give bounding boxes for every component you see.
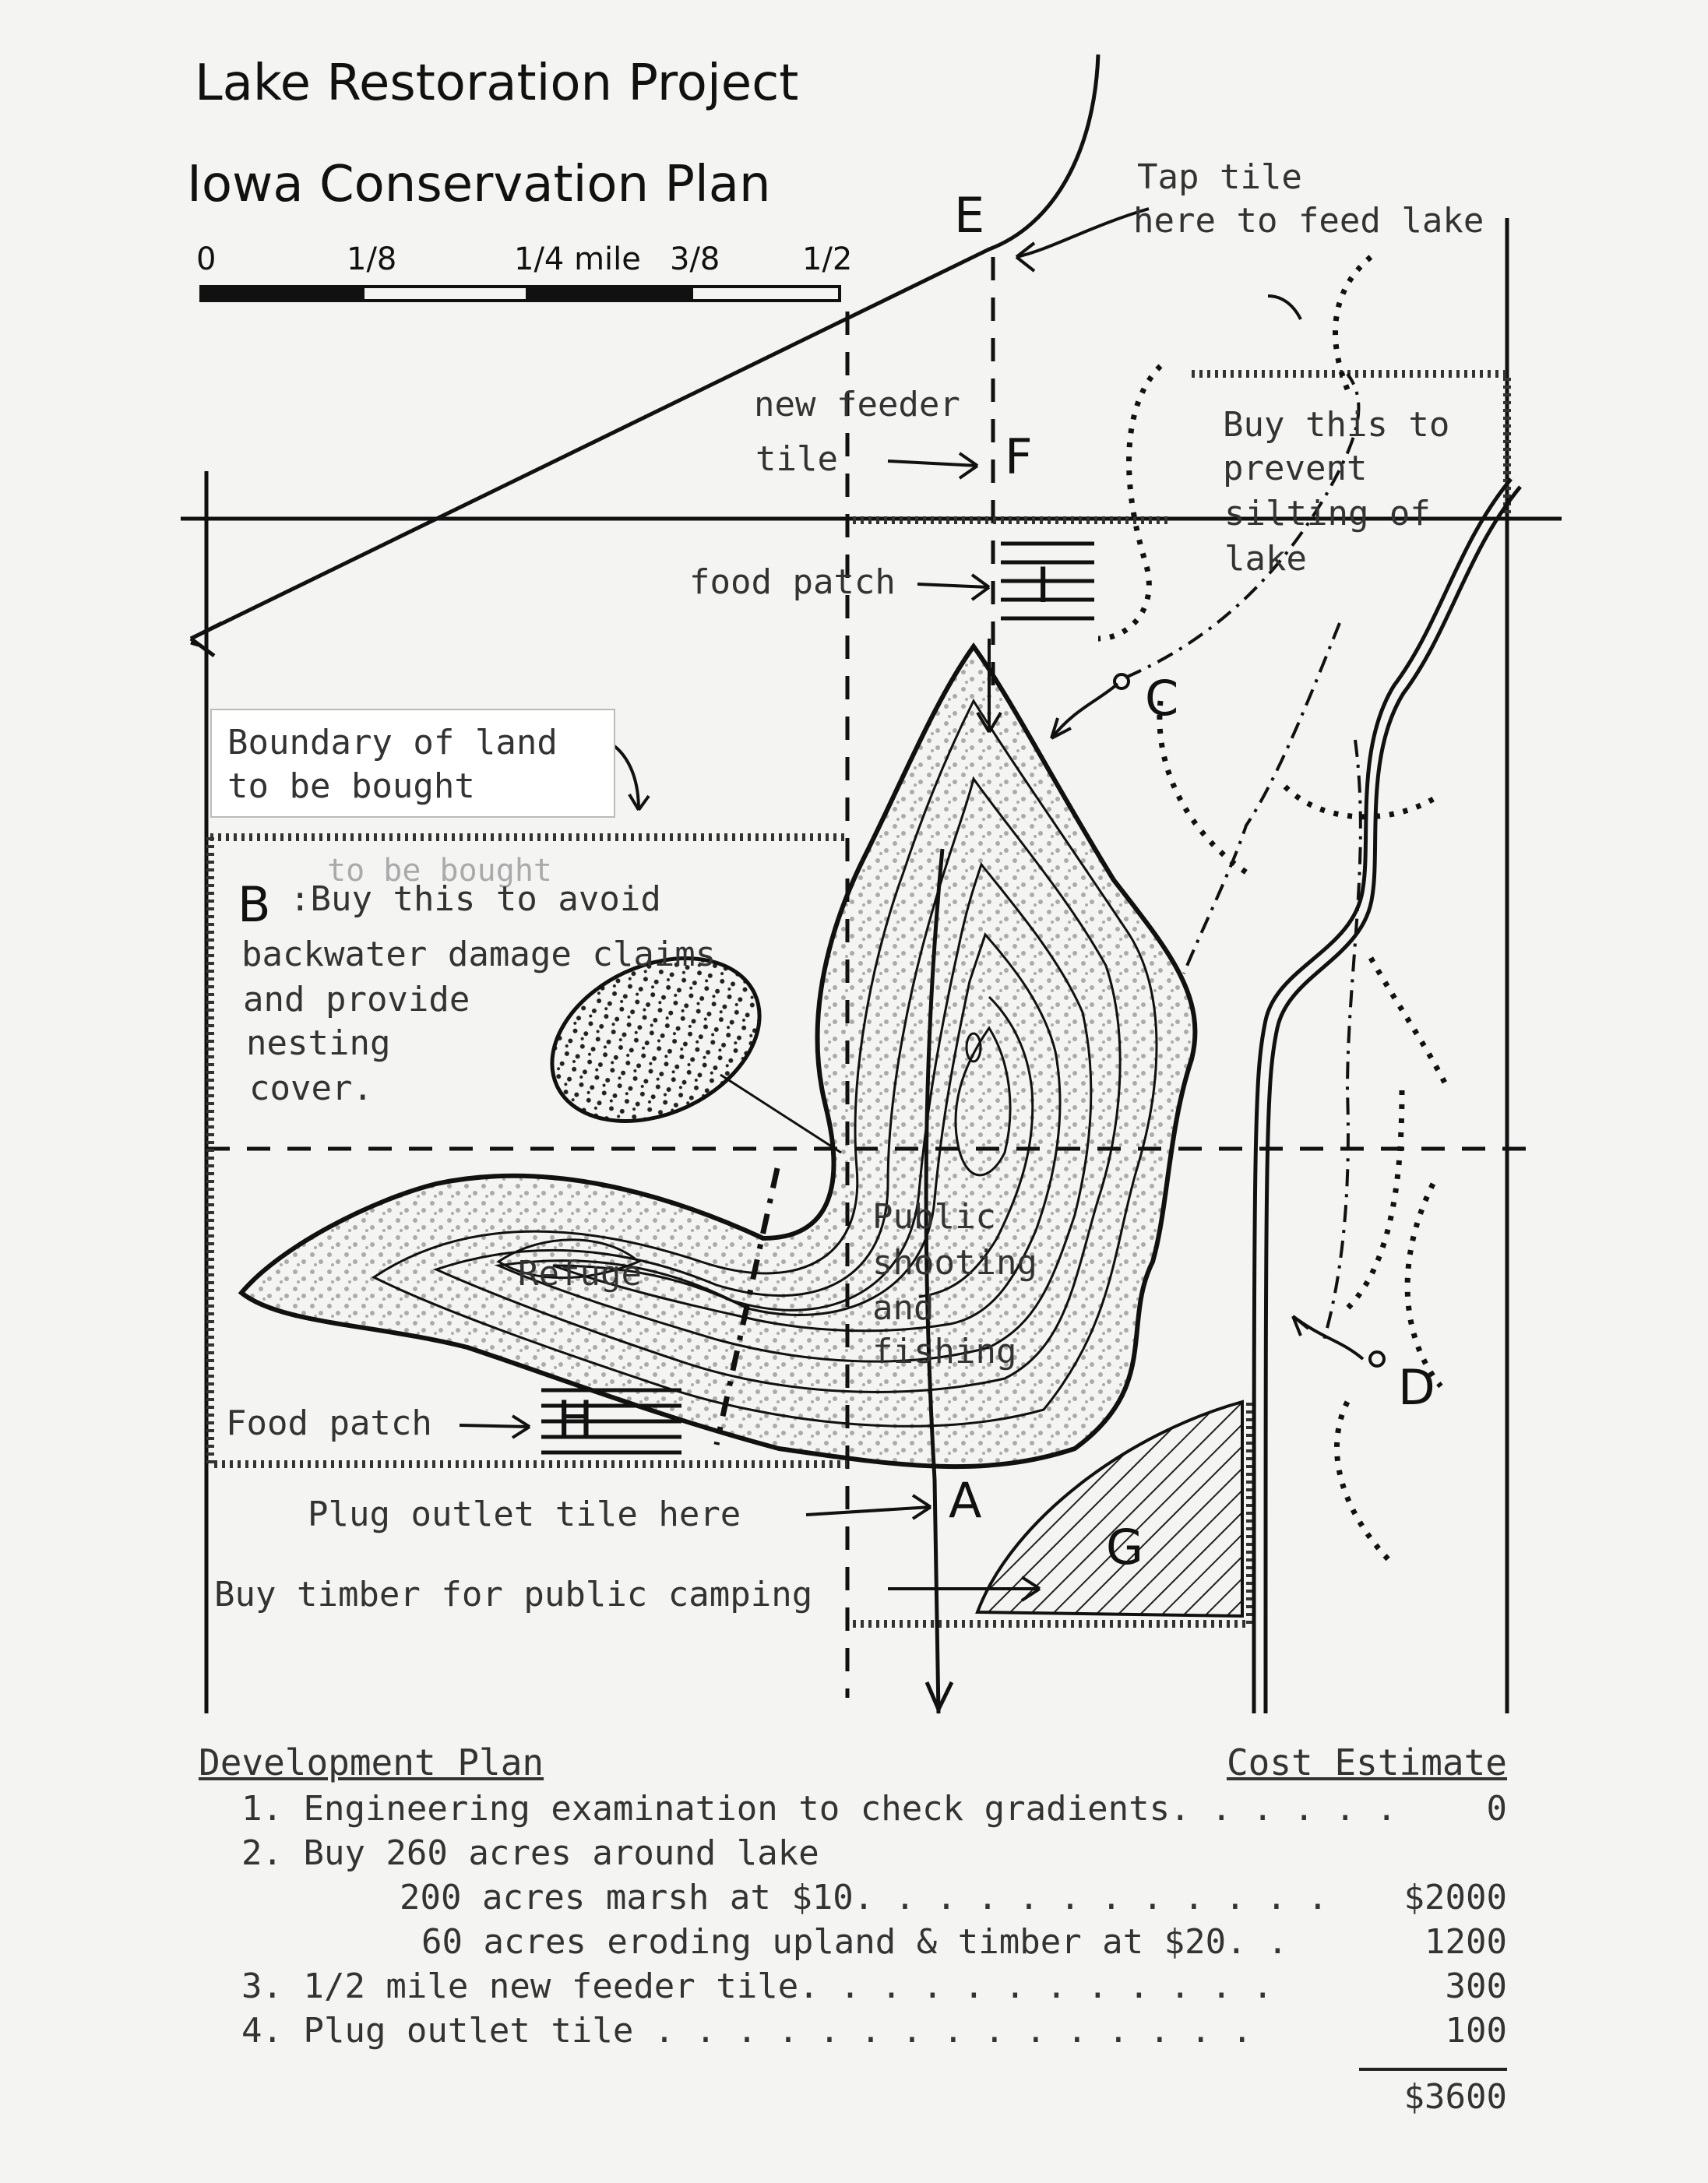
plan-row [199,2009,1507,2054]
buy-silting-line2: prevent [1223,449,1368,488]
plan-row-desc: 200 acres marsh at $10. . . . . . . . . . . . [400,1878,1329,1917]
tap-tile-line2: here to feed lake [1133,201,1484,241]
plan-row [199,1876,1507,1921]
page-subtitle: Iowa Conservation Plan [187,156,771,213]
boundary-label-box [210,709,615,818]
buy-silting-line3: silting of [1224,494,1431,533]
letter-i: I [1036,557,1051,614]
public-line3: and [872,1288,935,1328]
boundary-line1: Boundary of land [227,723,558,762]
plan-row-cost: 300 [1445,1966,1507,2006]
boundary-ghost-text: to be bought [327,853,552,889]
letter-g: G [1106,1519,1144,1576]
buy-silting-line4: lake [1224,539,1307,579]
buy-silting-line1: Buy this to [1223,405,1450,445]
letter-a: A [949,1472,982,1529]
scale-tick-1-4: 1/4 mile [514,241,641,277]
buy-b-line1: :Buy this to avoid [290,879,661,919]
scale-tick-3-8: 3/8 [670,241,720,277]
plan-row [199,1787,1507,1833]
buy-b-line3: and provide [243,980,470,1019]
total-rule [1359,2068,1507,2071]
letter-h: H [557,1390,593,1447]
public-line2: shooting [872,1243,1037,1283]
public-line1: Public [872,1197,996,1237]
plan-heading: Development Plan [199,1741,544,1783]
plan-row-desc: 3. 1/2 mile new feeder tile. . . . . . . . . . . . [241,1966,1273,2006]
letter-e: E [954,187,985,244]
food-patch-bottom-label: Food patch [226,1403,432,1443]
scale-tick-0: 0 [196,241,217,277]
letter-b: B [238,876,271,933]
scale-tick-1-8: 1/8 [347,241,397,277]
diagonal-line [191,55,1098,656]
letter-c: C [1145,670,1179,727]
buy-b-line4: nesting [246,1023,391,1063]
boundary-line2: to be bought [227,766,475,806]
letter-d: D [1398,1359,1435,1416]
new-feeder-line2: tile [755,439,838,479]
scale-tick-1-2: 1/2 [802,241,853,277]
refuge-label: Refuge [518,1254,642,1294]
creek [1254,479,1520,1713]
new-feeder-line1: new feeder [754,385,960,424]
plug-outlet-label: Plug outlet tile here [308,1495,741,1534]
cost-heading: Cost Estimate [1226,1741,1507,1783]
plan-row-cost: 1200 [1425,1922,1507,1962]
plan-row-cost: 0 [1486,1789,1507,1829]
page-title: Lake Restoration Project [195,55,799,112]
buy-b-line5: cover. [249,1069,373,1108]
food-patch-top-label: food patch [689,562,896,602]
plan-row-cost: $2000 [1403,1878,1507,1917]
plan-row-desc: 4. Plug outlet tile . . . . . . . . . . . . . . . [241,2011,1253,2051]
plan-row [199,1921,1507,1966]
buy-b-line2: backwater damage claims [241,935,717,974]
plan-row-desc: 2. Buy 260 acres around lake [241,1833,819,1873]
plan-total-row [199,2076,1507,2121]
tap-tile-line1: Tap tile [1137,157,1302,197]
plan-total: $3600 [1403,2077,1507,2117]
scale-bar [201,287,840,301]
plan-row-desc: 1. Engineering examination to check gradients. . . . . . [241,1789,1397,1829]
plan-row [199,1832,1507,1877]
letter-f: F [1005,428,1033,485]
buy-timber-label: Buy timber for public camping [214,1575,813,1614]
plan-row [199,1965,1507,2010]
public-line4: fishing [872,1332,1017,1371]
plan-row-desc: 60 acres eroding upland & timber at $20. . [421,1922,1288,1962]
plan-row-cost: 100 [1445,2011,1507,2051]
